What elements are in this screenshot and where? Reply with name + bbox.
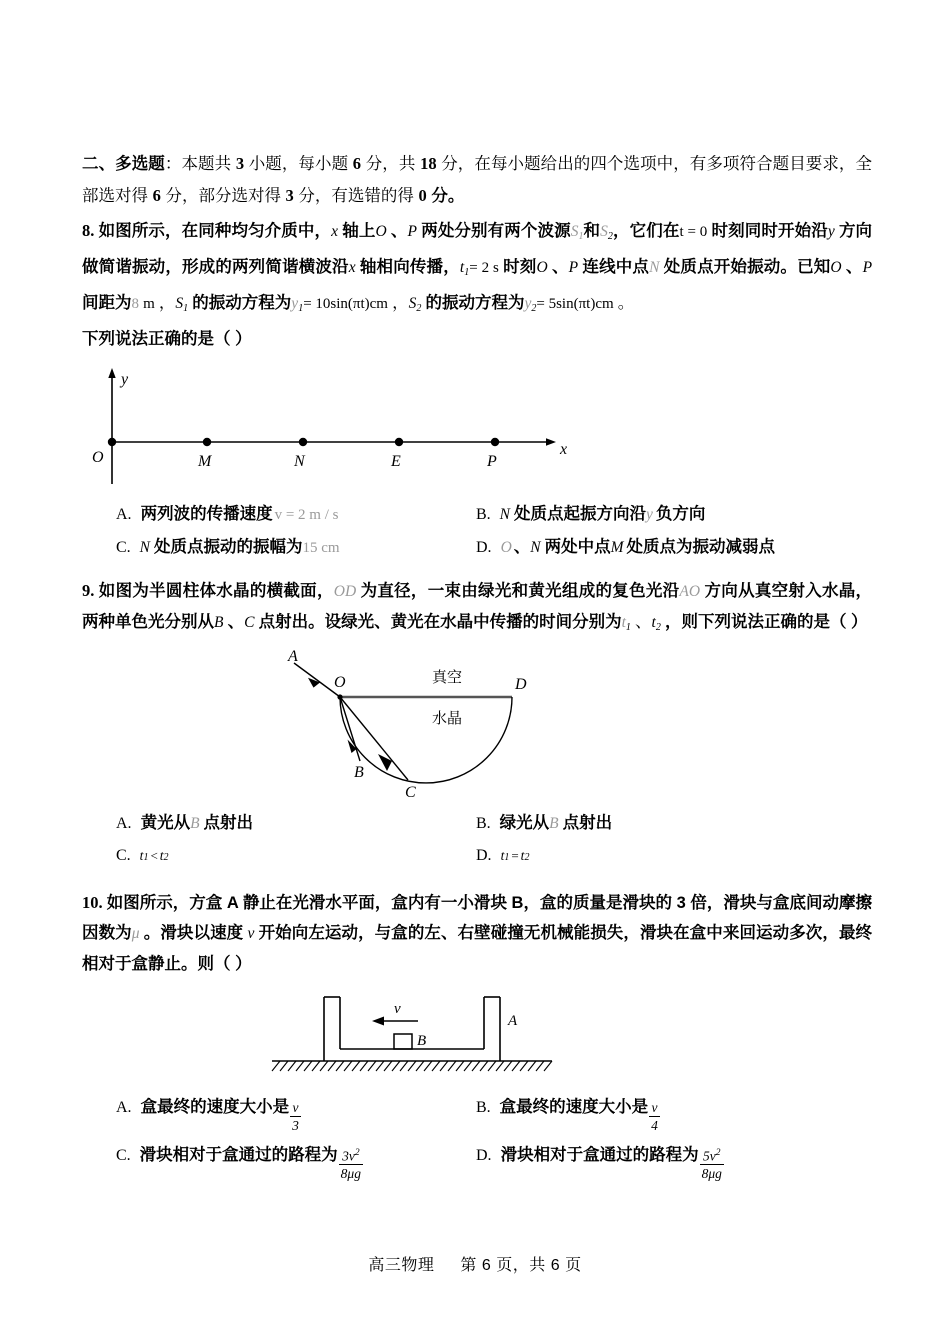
q9-option-B-post: 点射出	[562, 814, 613, 832]
q8-eq-y1-sub: 1	[298, 303, 304, 314]
q8-eq-y1-unit: cm	[369, 296, 388, 312]
point-M-dot	[203, 438, 211, 446]
q8-part-20: 。	[617, 294, 635, 312]
question-10-options	[82, 1087, 872, 1181]
q8-part-3: 、	[390, 222, 408, 240]
point-O-marker	[337, 694, 342, 699]
wave-axis-diagram	[82, 362, 602, 492]
q9-var-t2: t	[651, 614, 656, 631]
q8-option-B-var1: N	[499, 506, 511, 523]
q9-option-B-pre: 绿光从	[499, 814, 550, 832]
q9-var-t1: t	[621, 614, 626, 631]
label-O: O	[334, 674, 346, 691]
q8-distance-value: 8	[131, 296, 139, 312]
q8-eq-y1: y	[291, 295, 299, 312]
q10-option-D-num-exponent: 2	[715, 1147, 721, 1158]
box-A-label: A	[508, 1013, 518, 1029]
q9-option-B-label: B.	[476, 815, 491, 832]
q10-option-D[interactable]	[476, 1133, 866, 1181]
q9-option-A-pre: 黄光从	[140, 814, 191, 832]
q8-var-x2: x	[348, 259, 356, 276]
point-N-label: N	[294, 453, 305, 470]
q8-eq-y2: y	[524, 295, 532, 312]
q8-source-s2b-sub: 2	[416, 303, 422, 314]
section-heading-t5: 分，部分选对得	[165, 187, 281, 205]
q8-var-P: P	[407, 223, 417, 240]
q8-option-D-label: D.	[476, 539, 492, 556]
q10-option-D-num-base: 5v	[702, 1148, 716, 1163]
q10-option-A[interactable]	[82, 1087, 476, 1133]
q9-option-C-eq-r: t	[159, 848, 164, 863]
point-E-label: E	[391, 453, 401, 470]
q8-option-A[interactable]	[82, 498, 476, 531]
q8-option-A-text: 两列波的传播速度	[140, 505, 273, 523]
x-axis-label: x	[560, 441, 568, 458]
question-10	[82, 888, 872, 1181]
incident-ray-arrow	[308, 678, 320, 688]
q8-option-row-2	[82, 531, 872, 564]
q8-option-D-var2: N	[530, 539, 541, 556]
q8-option-D-mid: 、	[513, 538, 531, 556]
q8-eq-y2-unit: cm	[595, 296, 614, 312]
q9-option-row-1	[82, 807, 872, 840]
q8-option-D-var3: M	[610, 539, 624, 556]
q8-option-B-label: B.	[476, 506, 491, 523]
label-vacuum: 真空	[432, 669, 463, 686]
section-heading-t3: 分，共	[365, 155, 416, 173]
question-9-text	[82, 576, 872, 643]
q9-option-B[interactable]	[476, 807, 866, 840]
q9-option-B-var: B	[549, 815, 559, 832]
q9-option-D-eq-r-sub: 2	[524, 852, 530, 863]
box-block-diagram	[252, 989, 752, 1081]
question-9-figure	[82, 649, 872, 801]
q10-option-D-denominator: 8μg	[701, 1166, 722, 1181]
q8-source-s2: S	[600, 223, 608, 240]
q8-var-P3: P	[862, 259, 873, 276]
section-points-full: 6	[152, 186, 161, 205]
q8-eq-y1-rhs: = 10sin	[303, 296, 348, 312]
q9-var-t1-sub: 1	[625, 622, 631, 633]
question-8-options	[82, 498, 872, 564]
section-points-partial: 3	[285, 186, 294, 205]
footer-subject: 高三物理	[368, 1257, 435, 1274]
q8-part-16: ，	[158, 294, 176, 312]
point-M-label: M	[198, 453, 212, 470]
footer-page-text-c: 页	[565, 1257, 582, 1274]
question-10-figure	[82, 989, 872, 1081]
section-heading-t6: 分，有选错的得	[298, 187, 414, 205]
semicircle-arc	[340, 697, 512, 783]
q8-option-D-post: 处质点为振动减弱点	[626, 538, 776, 556]
q9-option-D-eq-l: t	[500, 848, 505, 863]
footer-total-pages: 6	[550, 1257, 561, 1274]
q10-part-2: 。滑块以速度	[143, 924, 244, 942]
q10-option-C-numerator	[339, 1146, 363, 1166]
q10-option-D-numerator	[700, 1146, 724, 1166]
q8-option-C[interactable]	[82, 531, 476, 564]
q8-eq-t1-val: = 2 s	[469, 260, 499, 276]
q8-option-C-mid: 处质点振动的振幅为	[154, 538, 303, 556]
q9-option-C-eq-l-sub: 1	[143, 852, 149, 863]
section-points-each: 6	[352, 154, 362, 173]
block-B-label: B	[417, 1033, 427, 1049]
q10-option-B[interactable]	[476, 1087, 866, 1133]
section-points-total: 18	[420, 154, 437, 173]
section-count-questions: 3	[235, 154, 245, 173]
q8-eq-t1-sub: 1	[464, 267, 470, 278]
q8-part-21: 下列说法正确的是（ ）	[82, 330, 252, 348]
refracted-ray-OB	[340, 697, 360, 761]
section-heading	[82, 148, 872, 212]
q8-part-17: 的振动方程为	[192, 294, 292, 312]
q10-part-1: 如图所示，方盒 A 静止在光滑水平面，盒内有一小滑块 B，盒的质量是滑块的 3 倍，滑块与盒底间动摩擦因数为	[82, 894, 872, 942]
q10-option-C-num-exponent: 2	[354, 1147, 360, 1158]
q8-part-9: 轴相向传播，	[359, 258, 460, 276]
point-E-dot	[395, 438, 403, 446]
q8-source-s1: S	[570, 223, 579, 240]
q10-option-B-label: B.	[476, 1099, 491, 1116]
velocity-label: v	[394, 1001, 401, 1017]
q8-var-y: y	[827, 223, 835, 240]
q10-option-A-numerator: v	[290, 1101, 301, 1117]
q8-part-18: ，	[392, 294, 409, 312]
section-heading-prefix: 二、多选题	[82, 155, 165, 173]
point-N-dot	[299, 438, 307, 446]
q8-part-13: 处质点开始振动。已知	[663, 258, 831, 276]
q8-var-O3: O	[830, 259, 842, 276]
section-heading-t1: 本题共	[181, 155, 232, 173]
ground-hatching	[272, 1061, 552, 1071]
q10-option-C-num-base: 3v	[342, 1148, 355, 1163]
page-content	[82, 148, 872, 1181]
refracted-ray-OC-arrow	[378, 754, 392, 771]
q8-part-11: 、	[551, 258, 569, 276]
q9-option-C-eq-op: <	[150, 848, 158, 863]
q8-var-O: O	[375, 223, 387, 240]
q8-eq-y1-arg: (πt)	[347, 296, 370, 312]
q10-option-A-denominator: 3	[292, 1118, 299, 1133]
q9-option-D-label: D.	[476, 847, 492, 864]
q8-part-4: 两处分别有两个波源	[421, 222, 571, 240]
q10-option-D-text: 滑块相对于盒通过的路程为	[500, 1146, 699, 1164]
q8-eq-y2-rhs: = 5sin	[536, 296, 574, 312]
q10-option-B-numerator: v	[649, 1101, 660, 1117]
section-points-wrong: 0	[418, 186, 427, 205]
question-9-options	[82, 807, 872, 874]
q9-option-row-2	[82, 840, 872, 874]
point-O-dot	[108, 438, 116, 446]
q8-part-1: 如图所示，在同种均匀介质中，	[98, 222, 332, 240]
q9-option-A-post: 点射出	[203, 814, 254, 832]
footer-page-text-a: 第	[460, 1257, 477, 1274]
question-8-number: 8.	[82, 221, 95, 240]
velocity-arrow-head	[372, 1017, 384, 1026]
point-P-label: P	[487, 453, 497, 470]
q9-option-D-eq-l-sub: 1	[504, 852, 510, 863]
footer-page-number: 6	[481, 1257, 492, 1274]
y-axis-arrow	[108, 368, 115, 378]
q10-option-D-label: D.	[476, 1147, 492, 1164]
page-footer	[0, 1252, 950, 1275]
q8-var-O2: O	[536, 259, 548, 276]
q10-option-C-fraction	[339, 1146, 363, 1182]
q9-part-2: 为直径，一束由绿光和黄光组成的复色光沿	[360, 582, 680, 600]
q8-var-N: N	[649, 259, 660, 276]
question-10-number: 10.	[82, 893, 103, 912]
q8-option-B-var2: y	[646, 506, 653, 523]
section-heading-t2: 小题，每小题	[248, 155, 349, 173]
q8-option-D-var1: O	[500, 539, 512, 556]
q8-source-s1-sub: 1	[578, 231, 584, 242]
q10-part-3: 开始向左运动，与盒的左、右壁碰撞无机械能损失，滑块在盒中来回运动多次，最终相对于盒静止。则（ ）	[82, 924, 873, 973]
q8-option-D-mid2: 两处中点	[544, 538, 611, 556]
question-9	[82, 576, 872, 874]
q8-distance-unit: m	[143, 296, 155, 312]
q10-option-A-fraction	[290, 1101, 301, 1133]
q8-option-B-post: 负方向	[655, 505, 706, 523]
q9-var-AO: AO	[679, 583, 701, 600]
q8-source-s1b-sub: 1	[183, 303, 189, 314]
q8-option-A-eq: v = 2 m / s	[274, 507, 339, 523]
q9-part-7: ，则下列说法正确的是（ ）	[664, 613, 868, 631]
q9-part-6: 、	[635, 613, 652, 631]
q9-option-D-eq-r: t	[520, 848, 525, 863]
question-8-figure	[82, 362, 872, 492]
q8-option-C-label: C.	[116, 539, 131, 556]
q9-var-OD: OD	[333, 583, 357, 600]
block-B-rect	[394, 1034, 412, 1049]
q8-part-6: ，它们在	[612, 222, 680, 240]
q8-eq-y2-sub: 2	[531, 303, 537, 314]
q10-var-v: v	[247, 925, 255, 942]
q8-part-19: 的振动方程为	[425, 294, 525, 312]
label-C: C	[405, 784, 416, 801]
q10-option-A-text: 盒最终的速度大小是	[140, 1098, 290, 1116]
q8-part-8: 方向做简谐振动，形成的两列简谐横波沿	[82, 222, 873, 276]
q8-eq-t1: t	[459, 259, 465, 276]
q10-option-C[interactable]	[82, 1133, 476, 1181]
q8-option-A-label: A.	[116, 506, 132, 523]
q9-option-A-var: B	[190, 815, 200, 832]
question-8	[82, 216, 872, 564]
q10-option-B-text: 盒最终的速度大小是	[499, 1098, 649, 1116]
q8-option-row-1	[82, 498, 872, 531]
q8-part-12: 连线中点	[582, 258, 650, 276]
point-P-dot	[491, 438, 499, 446]
label-crystal: 水晶	[432, 710, 463, 727]
q8-part-7: 时刻同时开始沿	[711, 222, 828, 240]
q8-var-x: x	[331, 223, 339, 240]
origin-label: O	[92, 449, 104, 466]
q10-option-row-1	[82, 1087, 872, 1133]
q9-option-C-eq-r-sub: 2	[163, 852, 169, 863]
q9-option-A-label: A.	[116, 815, 132, 832]
q8-option-B[interactable]	[476, 498, 866, 531]
q8-var-P2: P	[568, 259, 579, 276]
q9-part-5: 点射出。设绿光、黄光在水晶中传播的时间分别为	[258, 613, 622, 631]
q9-option-A[interactable]	[82, 807, 476, 840]
q9-option-C-eq-l: t	[139, 848, 144, 863]
q8-eq-y2-arg: (πt)	[573, 296, 596, 312]
label-A: A	[288, 649, 298, 665]
q8-option-C-var1: N	[139, 539, 151, 556]
q9-part-1: 如图为半圆柱体水晶的横截面，	[98, 582, 334, 600]
q9-part-4: 、	[227, 613, 245, 631]
label-B: B	[354, 764, 364, 781]
q8-part-14: 、	[845, 258, 863, 276]
section-heading-t4: 分，在每小题给出的四个选项中，有多项符合题目要求，全部选对得	[82, 155, 872, 205]
question-8-text	[82, 216, 872, 354]
q10-option-A-label: A.	[116, 1099, 132, 1116]
q10-option-C-denominator: 8μg	[340, 1166, 361, 1181]
q10-option-B-fraction	[649, 1101, 660, 1133]
footer-page-text-b: 页，共	[496, 1257, 546, 1274]
q8-source-s2-sub: 2	[607, 231, 613, 242]
q8-option-B-mid: 处质点起振方向沿	[514, 505, 647, 523]
question-10-text	[82, 888, 872, 979]
q8-source-s1b: S	[175, 295, 184, 312]
q10-option-B-denominator: 4	[651, 1118, 658, 1133]
y-axis-label: y	[121, 371, 129, 388]
q9-var-B: B	[214, 614, 224, 631]
q8-part-10: 时刻	[503, 258, 537, 276]
q9-part-3: 方向从真空射入水晶，两种单色光分别从	[82, 582, 873, 631]
q8-part-15: 间距为	[82, 294, 132, 312]
x-axis-arrow	[546, 438, 556, 445]
label-D: D	[515, 676, 527, 693]
q9-option-C[interactable]	[82, 840, 476, 874]
question-9-number: 9.	[82, 581, 95, 600]
q8-option-C-eq: 15 cm	[302, 540, 340, 556]
q9-option-D[interactable]	[476, 840, 866, 874]
q8-part-5: 和	[583, 222, 601, 240]
q8-option-D[interactable]	[476, 531, 866, 564]
q9-option-D-eq-op: =	[511, 848, 519, 863]
q8-part-2: 轴上	[342, 222, 376, 240]
section-heading-t7: 分。	[431, 187, 465, 205]
semicircle-optics-diagram	[272, 649, 772, 801]
q10-var-mu: μ	[131, 925, 140, 942]
q10-option-row-2	[82, 1133, 872, 1181]
q10-option-C-text: 滑块相对于盒通过的路程为	[139, 1146, 338, 1164]
q9-option-C-label: C.	[116, 847, 131, 864]
section-heading-colon: ：	[164, 155, 182, 173]
q10-option-C-label: C.	[116, 1147, 131, 1164]
q9-var-t2-sub: 2	[655, 622, 661, 633]
q8-source-s2b: S	[408, 295, 417, 312]
q10-option-D-fraction	[700, 1146, 724, 1182]
q8-eq-t0: t = 0	[679, 224, 708, 240]
q9-var-C: C	[244, 614, 255, 631]
